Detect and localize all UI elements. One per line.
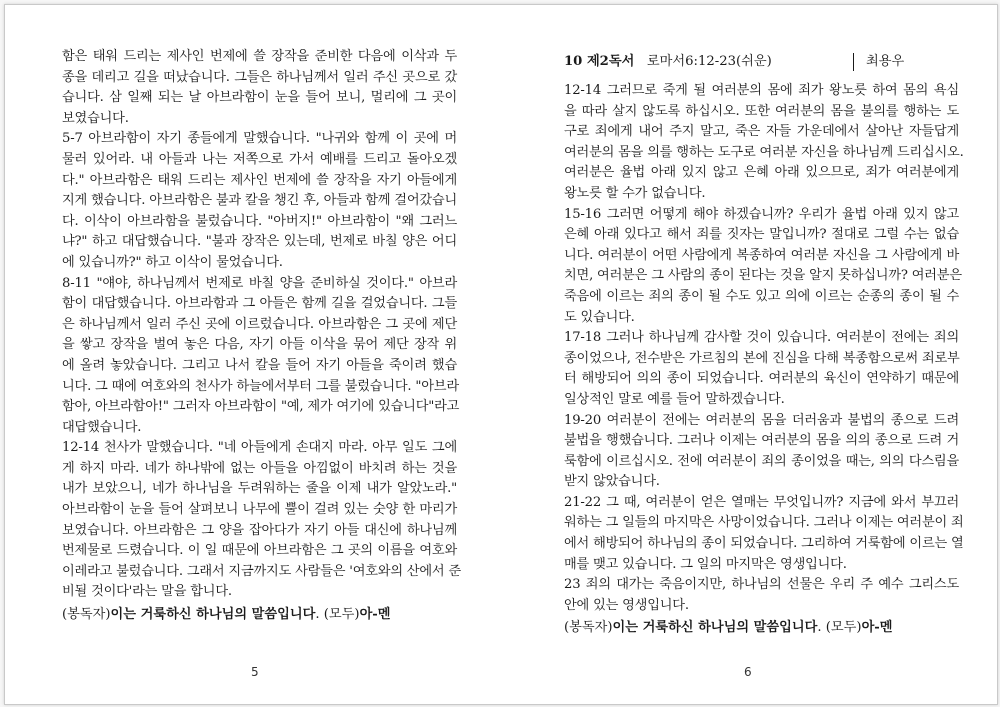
- closing-reader-label: (봉독자): [564, 620, 613, 636]
- reading-number: 10 제2독서: [564, 54, 635, 69]
- text-line: 죽음에 이르는 죄의 종이 될 수도 있고 의에 이르는 순종의 종이 될 수: [564, 288, 959, 304]
- reader-name: 최용우: [866, 54, 905, 69]
- text-line: 게 하지 마라. 네가 하나밖에 없는 아들을 아낌없이 바치려 하는 것을: [62, 460, 457, 476]
- text-line: 12-14 천사가 말했습니다. "네 아들에게 손대지 마라. 아무 일도 그에: [62, 440, 457, 456]
- text-line: 번제물로 드렸습니다. 이 일 때문에 아브라함은 그 곳의 이름을 여호와: [62, 543, 457, 559]
- text-line: 5-7 아브라함이 자기 종들에게 말했습니다. "나귀와 함께 이 곳에 머: [62, 131, 457, 147]
- text-line: 지게 했습니다. 아브라함은 불과 칼을 챙긴 후, 아들과 함께 걸어갔습니: [62, 193, 458, 209]
- text-line: 대답했습니다.: [62, 419, 142, 435]
- text-line: 니다. 여러분이 어떤 사람에게 복종하여 여러분 자신을 그 사람에게 바: [564, 247, 959, 263]
- page-number: 6: [744, 665, 752, 679]
- text-line: 비될 것이다'라는 말을 합니다.: [62, 584, 232, 600]
- closing-all-label: (모두): [825, 620, 862, 636]
- text-line: 8-11 "얘야, 하나님께서 번제로 바칠 양을 준비하실 것이다." 아브라: [62, 275, 457, 291]
- right-page-body: [564, 81, 964, 639]
- reading-header: [564, 51, 959, 73]
- text-line: 종을 데리고 길을 떠났습니다. 그들은 하나님께서 일러 주신 곳으로 갔: [62, 69, 457, 85]
- text-line: 12-14 그러므로 죽게 될 여러분의 몸에 죄가 왕노릇 하여 몸의 욕심: [564, 83, 959, 98]
- right-page: [501, 5, 997, 704]
- closing-amen: 아-멘: [359, 607, 391, 623]
- text-line: 매를 맺고 있습니다. 그 일의 마지막은 영생입니다.: [564, 556, 847, 572]
- text-line: 은 하나님께서 일러 주신 곳에 이르렀습니다. 아브라함은 그 곳에 제단: [62, 316, 457, 332]
- text-line: 을 쌓고 장작을 벌여 놓은 다음, 자기 아들 이삭을 묶어 제단 장작 위: [62, 337, 457, 353]
- text-line: 다." 아브라함은 태워 드리는 제사인 번제에 쓸 장작을 자기 아들에게: [62, 172, 457, 188]
- text-line: 룩함에 이르십시오. 전에 여러분이 죄의 종이었을 때는, 의의 다스림을: [564, 453, 959, 469]
- text-line: 일상적인 말로 예를 들어 말하겠습니다.: [564, 391, 785, 407]
- text-line: 에서 해방되어 하나님의 종이 되었습니다. 그리하여 거룩함에 이르는 열: [564, 536, 964, 552]
- text-line: 함은 태워 드리는 제사인 번제에 쓸 장작을 준비한 다음에 이삭과 두: [62, 49, 457, 64]
- left-page-body: [62, 47, 461, 626]
- text-line: 냐?" 하고 대답했습니다. "불과 장작은 있는데, 번제로 바칠 양은 어디: [62, 234, 457, 250]
- text-line: 은혜 아래 있다고 해서 죄를 짓자는 말입니까? 절대로 그럴 수는 없습: [564, 227, 959, 243]
- text-line: 보였습니다. 아브라함은 그 양을 잡아다가 자기 아들 대신에 하나님께: [62, 522, 457, 538]
- text-line: 함이 대답했습니다. 아브라함과 그 아들은 함께 길을 걸었습니다. 그들: [62, 296, 457, 312]
- text-line: 여러분은 율법 아래 있지 않고 은혜 아래 있으므로, 죄가 여러분에게: [564, 165, 959, 181]
- text-line: 종이었으나, 전수받은 가르침의 본에 진심을 다해 복종함으로써 죄로부: [564, 350, 960, 366]
- closing-statement: 이는 거룩하신 하나님의 말씀입니다: [612, 620, 818, 636]
- scripture-reference: 로마서6:12-23(쉬운): [646, 54, 772, 69]
- text-line: 불법을 행했습니다. 그러나 이제는 여러분의 몸을 의의 종으로 드려 거: [564, 433, 959, 449]
- text-line: 내가 보았으니, 네가 하나님을 두려워하는 줄을 이제 내가 알았노라.": [62, 481, 457, 497]
- text-line: 니다. 그 때에 여호와의 천사가 하늘에서부터 그를 불렀습니다. "아브라: [62, 378, 459, 394]
- text-line: 15-16 그러면 어떻게 해야 하겠습니까? 우리가 율법 아래 있지 않고: [564, 206, 959, 222]
- text-line: 구로 죄에게 내어 주지 말고, 죽은 자들 가운데에서 살아난 자들답게: [564, 124, 959, 140]
- left-page: [5, 5, 501, 704]
- text-line: 함아, 아브라함아!" 그러자 아브라함이 "예, 제가 여기에 있습니다"라고: [62, 399, 460, 415]
- text-line: 안에 있는 영생입니다.: [564, 597, 689, 613]
- closing-amen: 아-멘: [861, 620, 893, 636]
- text-line: 을 따라 살지 않도록 하십시오. 또한 여러분의 몸을 불의를 행하는 도: [564, 103, 959, 119]
- text-line: 습니다. 삼 일째 되는 날 아브라함이 눈을 들어 보니, 멀리에 그 곳이: [62, 90, 457, 106]
- text-line: 물러 있어라. 내 아들과 나는 저쪽으로 가서 예배를 드리고 돌아오겠: [62, 151, 457, 167]
- text-line: 왕노릇 할 수가 없습니다.: [564, 185, 706, 201]
- text-line: 여러분의 몸을 의를 행하는 도구로 여러분 자신을 하나님께 드리십시오.: [564, 144, 964, 160]
- page-number: 5: [251, 665, 259, 679]
- text-line: 19-20 여러분이 전에는 여러분의 몸을 더러움과 불법의 종으로 드려: [564, 412, 959, 428]
- text-line: 17-18 그러나 하나님께 감사할 것이 있습니다. 여러분이 전에는 죄의: [564, 330, 959, 346]
- text-line: 23 죄의 대가는 죽음이지만, 하나님의 선물은 우리 주 예수 그리스도: [564, 577, 959, 593]
- text-line: 이레라고 불렀습니다. 그래서 지금까지도 사람들은 '여호와의 산에서 준: [62, 563, 461, 579]
- closing-period: .: [817, 620, 822, 636]
- text-line: 아브라함이 눈을 들어 살펴보니 나무에 뿔이 걸려 있는 숫양 한 마리가: [62, 502, 457, 518]
- text-line: 받지 않았습니다.: [564, 474, 660, 490]
- closing-reader-label: (봉독자): [62, 607, 111, 623]
- text-line: 도 있습니다.: [564, 309, 635, 325]
- text-line: 터 해방되어 의의 종이 되었습니다. 여러분의 육신이 연약하기 때문에: [564, 371, 959, 387]
- text-line: 에 있습니까?" 하고 이삭이 물었습니다.: [62, 254, 283, 270]
- text-line: 워하는 그 일들의 마지막은 사망이었습니다. 그러나 이제는 여러분이 죄: [564, 515, 964, 531]
- text-line: 보였습니다.: [62, 110, 129, 126]
- text-line: 에 올려 놓았습니다. 그리고 나서 칼을 들어 자기 아들을 죽이려 했습: [62, 357, 457, 373]
- document-spread: [4, 4, 998, 705]
- text-line: 21-22 그 때, 여러분이 얻은 열매는 무엇입니까? 지금에 와서 부끄러: [564, 494, 959, 510]
- header-divider: [853, 53, 854, 71]
- closing-response: [62, 604, 457, 626]
- text-line: 치면, 여러분은 그 사람의 종이 된다는 것을 알지 못하십니까? 여러분은: [564, 268, 962, 284]
- closing-response: [564, 617, 959, 639]
- text-line: 다. 이삭이 아브라함을 불렀습니다. "아버지!" 아브라함이 "왜 그러느: [62, 213, 457, 229]
- closing-period: .: [315, 607, 320, 623]
- closing-all-label: (모두): [323, 607, 360, 623]
- closing-statement: 이는 거룩하신 하나님의 말씀입니다: [110, 607, 316, 623]
